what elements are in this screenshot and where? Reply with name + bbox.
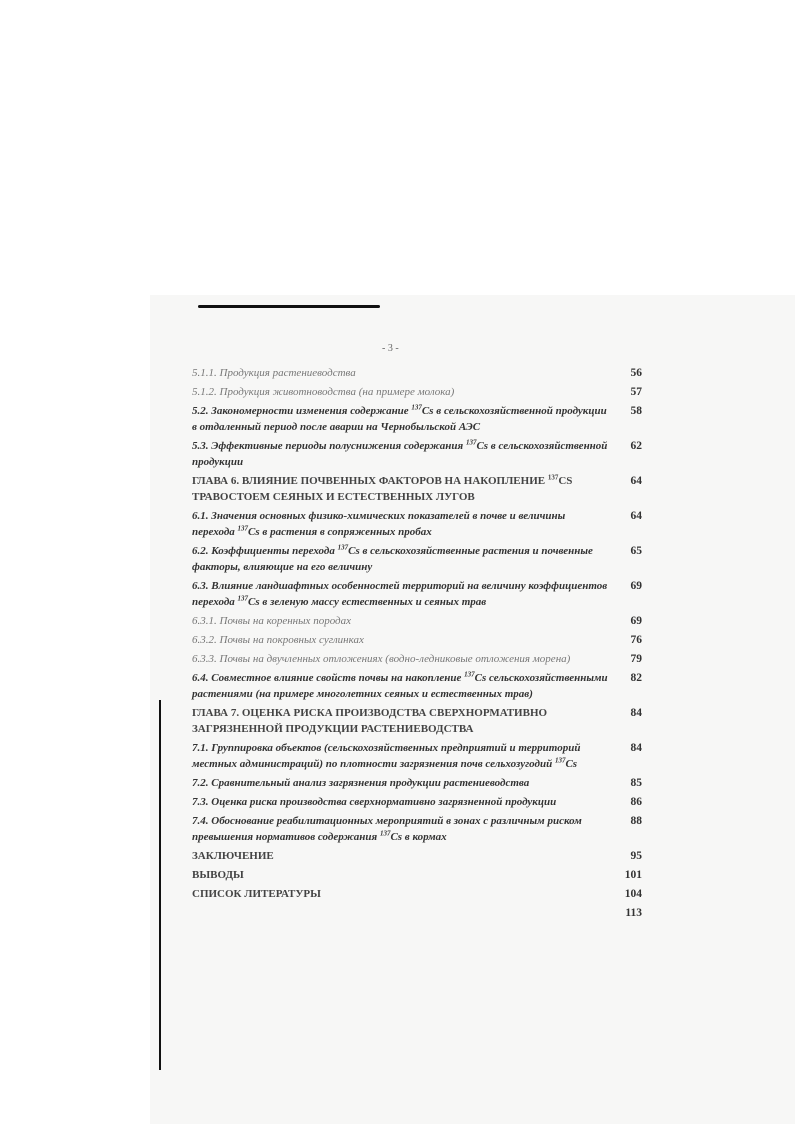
toc-row	[192, 651, 642, 667]
superscript: 137	[554, 756, 566, 765]
toc-entry-title-cont: Cs в зеленую массу естественных и сеяных трав	[248, 596, 487, 608]
toc-row	[192, 403, 642, 435]
toc-entry-title: 7.1. Группировка объектов (сельскохозяйственных предприятий и территорий местных администраций) по плотности загрязнения почв сельхозугодий	[192, 742, 581, 770]
toc-row	[192, 705, 642, 737]
toc-chapter	[192, 886, 610, 902]
toc-entry-title: ГЛАВА 6. ВЛИЯНИЕ ПОЧВЕННЫХ ФАКТОРОВ НА НАКОПЛЕНИЕ	[192, 475, 548, 487]
superscript: 137	[337, 543, 349, 552]
page-number: - 3 -	[382, 343, 399, 354]
toc-entry-title: 5.1.1. Продукция растениеводства	[192, 367, 356, 379]
toc-row	[192, 508, 642, 540]
toc-page: 84	[630, 742, 642, 754]
toc-entry-title-cont: Cs	[565, 758, 578, 770]
toc-entry	[192, 775, 610, 791]
toc-row	[192, 813, 642, 845]
toc-entry-title: 6.3.2. Почвы на покровных суглинках	[192, 634, 364, 646]
toc-entry	[192, 740, 610, 772]
toc-entry-title: 6.4. Совместное влияние свойств почвы на накопление	[192, 672, 465, 684]
toc-row	[192, 905, 642, 921]
toc-entry	[192, 384, 610, 400]
toc-page: 69	[630, 615, 642, 627]
toc-entry	[192, 543, 610, 575]
toc-page: 113	[625, 907, 642, 919]
toc-entry	[192, 794, 610, 810]
toc-entry-title: СПИСОК ЛИТЕРАТУРЫ	[192, 888, 321, 900]
toc-page: 101	[624, 869, 642, 881]
toc-entry-title: 7.3. Оценка риска производства сверхнормативно загрязненной продукции	[192, 796, 557, 808]
binding-edge-line	[159, 700, 161, 1070]
toc-page: 84	[630, 707, 642, 719]
toc-entry	[192, 613, 610, 629]
toc-row	[192, 473, 642, 505]
toc-page: 82	[630, 672, 642, 684]
toc-entry	[192, 508, 610, 540]
toc-entry-title: 6.3. Влияние ландшафтных особенностей территорий на величину коэффициентов перехода	[192, 580, 608, 608]
superscript: 137	[379, 829, 391, 838]
toc-row	[192, 365, 642, 381]
toc-entry	[192, 578, 610, 610]
toc-entry	[192, 438, 610, 470]
toc-row	[192, 632, 642, 648]
header-rule	[198, 305, 380, 308]
toc-entry-title: 5.2. Закономерности изменения содержание	[192, 405, 412, 417]
toc-page: 88	[630, 815, 642, 827]
toc-chapter	[192, 848, 610, 864]
toc-page: 64	[630, 475, 642, 487]
toc-page: 79	[630, 653, 642, 665]
toc-page: 64	[630, 510, 642, 522]
toc-page: 62	[630, 440, 642, 452]
toc-entry	[192, 670, 610, 702]
toc-row	[192, 613, 642, 629]
toc-entry-title: 6.3.1. Почвы на коренных породах	[192, 615, 351, 627]
toc-chapter	[192, 867, 610, 883]
toc-page: 58	[630, 405, 642, 417]
toc-page: 56	[630, 367, 642, 379]
toc-row	[192, 438, 642, 470]
toc-entry-title-cont: Cs в кормах	[390, 831, 447, 843]
toc-entry-title: 6.1. Значения основных физико-химических показателей в почве и величины перехода	[192, 510, 566, 538]
toc-entry	[192, 813, 610, 845]
toc-entry-title: 7.4. Обоснование реабилитационных мероприятий в зонах с различным риском превышения нормативов содержания	[192, 815, 582, 843]
toc-entry	[192, 632, 610, 648]
toc-entry-title-cont: Cs в сельскохозяйственной продукции	[192, 440, 608, 468]
toc-entry-title-cont: Cs в растения в сопряженных пробах	[248, 526, 432, 538]
toc-entry-title: ЗАКЛЮЧЕНИЕ	[192, 850, 274, 862]
toc-page: 104	[624, 888, 642, 900]
toc-entry-title-cont: Cs в сельскохозяйственные растения и почвенные факторы, влияющие на его величину	[192, 545, 593, 573]
superscript: 137	[237, 524, 249, 533]
toc-row	[192, 670, 642, 702]
toc-entry	[192, 651, 610, 667]
toc-entry-title: 6.3.3. Почвы на двучленных отложениях (водно-ледниковые отложения морена)	[192, 653, 571, 665]
superscript: 137	[464, 670, 475, 679]
toc-entry-title: 7.2. Сравнительный анализ загрязнения продукции растениеводства	[192, 777, 530, 789]
toc-page: 69	[630, 580, 642, 592]
toc-row	[192, 384, 642, 400]
toc-chapter	[192, 705, 610, 737]
toc-row	[192, 578, 642, 610]
toc-row	[192, 775, 642, 791]
toc-entry	[192, 403, 610, 435]
superscript: 137	[237, 594, 249, 603]
toc-entry-title-cont: CS ТРАВОСТОЕМ СЕЯНЫХ И ЕСТЕСТВЕННЫХ ЛУГОВ	[192, 475, 573, 503]
superscript: 137	[411, 403, 422, 412]
toc-page: 65	[630, 545, 642, 557]
toc-entry-title: ГЛАВА 7. ОЦЕНКА РИСКА ПРОИЗВОДСТВА СВЕРХНОРМАТИВНО ЗАГРЯЗНЕННОЙ ПРОДУКЦИИ РАСТЕНИЕВОДСТВА	[192, 707, 548, 735]
table-of-contents	[192, 365, 642, 924]
toc-row	[192, 886, 642, 902]
toc-row	[192, 867, 642, 883]
toc-page: 85	[630, 777, 642, 789]
superscript: 137	[547, 473, 559, 482]
toc-page: 57	[630, 386, 642, 398]
toc-chapter	[192, 473, 610, 505]
toc-row	[192, 848, 642, 864]
toc-entry	[192, 365, 610, 381]
toc-row	[192, 543, 642, 575]
toc-entry-title: ВЫВОДЫ	[192, 869, 244, 881]
toc-page: 76	[630, 634, 642, 646]
toc-entry-title: 6.2. Коэффициенты перехода	[192, 545, 338, 557]
toc-entry-title-cont: Cs в сельскохозяйственной продукции в отдаленный период после аварии на Чернобыльской АЭС	[192, 405, 607, 433]
toc-entry-title-cont: Cs сельскохозяйственными растениями (на примере многолетних сеяных и естественных трав)	[192, 672, 608, 700]
toc-row	[192, 740, 642, 772]
toc-entry-title: 5.1.2. Продукция животноводства (на примере молока)	[192, 386, 455, 398]
superscript: 137	[465, 438, 477, 447]
toc-row	[192, 794, 642, 810]
toc-entry-title: 5.3. Эффективные периоды полуснижения содержания	[192, 440, 466, 452]
toc-page: 95	[630, 850, 642, 862]
toc-page: 86	[630, 796, 642, 808]
